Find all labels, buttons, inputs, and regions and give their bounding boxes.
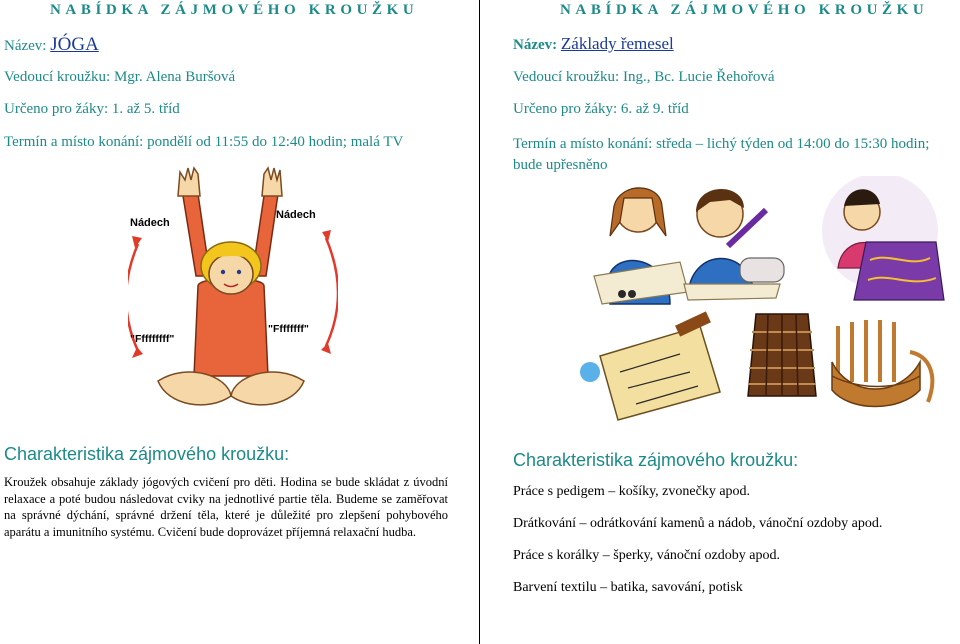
crafts-illustration (580, 176, 950, 426)
inhale-label-right: Nádech (276, 209, 316, 221)
flyer-header: NABÍDKA ZÁJMOVÉHO KROUŽKU (50, 2, 419, 18)
left-flyer (0, 0, 478, 644)
club-name: Základy řemesel (560, 34, 674, 53)
audience-text: Určeno pro žáky: 1. až 5. tříd (4, 101, 180, 117)
characteristics-text: Kroužek obsahuje základy jógových cvičení pro děti. Hodina se bude skládat z úvodní relaxace a poté budou následovat cviky na jednotlivé partie těla. Budeme se zaměřovat na správné dýchání, správné držení těla, které je důležité pro zlepšení pohybového aparátu a imunitního systému. Cvičení bude doprovázet příjemná relaxační hudba. (4, 475, 448, 539)
audience-text: Určeno pro žáky: 6. až 9. tříd (513, 101, 689, 117)
list-item: Práce s pedigem – košíky, zvonečky apod. (513, 484, 751, 499)
flyer-header: NABÍDKA ZÁJMOVÉHO KROUŽKU (560, 2, 929, 18)
leader-text: Vedoucí kroužku: Ing., Bc. Lucie Řehořová (513, 69, 775, 85)
inhale-label-left: Nádech (130, 217, 170, 229)
right-flyer (482, 0, 960, 644)
characteristics-title: Charakteristika zájmového kroužku: (4, 444, 290, 464)
name-label: Název: (513, 37, 558, 53)
wicker-vase-icon (748, 314, 816, 396)
list-item: Barvení textilu – batika, savování, potisk (513, 580, 743, 595)
yoga-girl-illustration (128, 166, 338, 416)
name-row (513, 34, 674, 54)
list-item: Drátkování – odrátkování kamenů a nádob, vánoční ozdoby apod. (513, 516, 883, 531)
exhale-label-left: "Fffffffff" (130, 333, 175, 345)
map-craft-icon (580, 311, 720, 420)
wicker-basket-icon (832, 320, 932, 407)
boy-painting-icon (684, 189, 784, 300)
characteristics-title: Charakteristika zájmového kroužku: (513, 450, 799, 470)
club-name: JÓGA (50, 34, 99, 55)
girl-embroidering-icon (822, 176, 944, 300)
column-divider (479, 0, 480, 644)
list-item: Práce s korálky – šperky, vánoční ozdoby apod. (513, 548, 780, 563)
exhale-label-right: "Ffffffff" (268, 323, 309, 335)
schedule-text: Termín a místo konání: středa – lichý týden od 14:00 do 15:30 hodin; bude upřesněno (513, 136, 930, 173)
name-row (4, 34, 99, 56)
name-label: Název: (4, 38, 47, 54)
schedule-text: Termín a místo konání: pondělí od 11:55 do 12:40 hodin; malá TV (4, 134, 404, 150)
leader-text: Vedoucí kroužku: Mgr. Alena Buršová (4, 69, 236, 85)
girl-crafting-icon (594, 188, 688, 304)
